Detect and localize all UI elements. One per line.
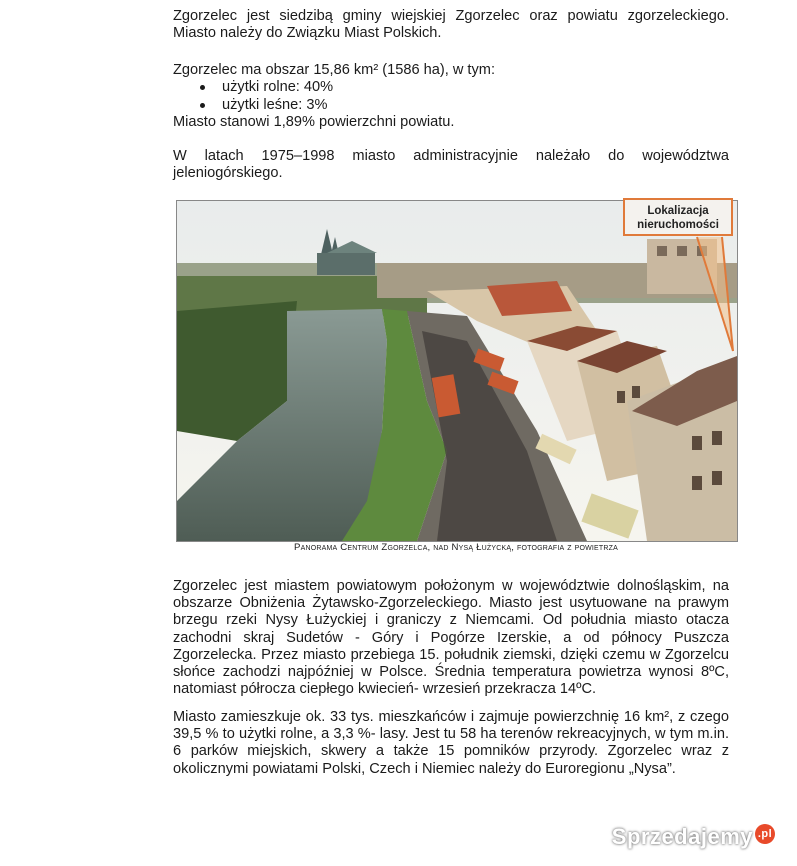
- intro-line-1: Zgorzelec jest siedzibą gminy wiejskiej Zgorzelec oraz powiatu zgorzeleckiego.: [173, 8, 729, 24]
- bullet-text: użytki rolne: 40%: [222, 79, 334, 95]
- intro-paragraph: [173, 8, 729, 42]
- location-label-line-2: nieruchomości: [637, 219, 719, 231]
- panorama-illustration: [177, 201, 737, 541]
- history-paragraph: W latach 1975–1998 miasto administracyjnie należało do województwa jeleniogórskiego.: [173, 148, 729, 182]
- body-paragraph-1: Zgorzelec jest miastem powiatowym położonym w województwie dolnośląskim, na obszarze Obniżenia Żytawsko-Zgorzeleckiego. Miasto jest usytuowane na prawym brzegu rzeki Nysy Łużyckiej i graniczy z Niemcami. Od południa miasto otacza zachodni skraj Sudetów - Góry i Pogórze Izerskie, a od północy Puszcza Zgorzelecka. Przez miasto przebiega 15. południk ziemski, dzięki czemu w Zgorzelcu słońce zachodzi najpóźniej w Polsce. Średnia temperatura powietrza wynosi 8ºC, natomiast półrocza ciepłego kwiecień- wrzesień przekracza 14ºC.: [173, 578, 729, 698]
- bullet-dot: [200, 103, 205, 108]
- watermark-tld: .pl: [755, 824, 775, 844]
- panorama-photo: [176, 200, 738, 542]
- intro-line-2: Miasto należy do Związku Miast Polskich.: [173, 25, 442, 42]
- body-paragraph-2: Miasto zamieszkuje ok. 33 tys. mieszkańców i zajmuje powierzchnię 16 km², z czego 39,5 % to użytki rolne, a 3,3 %- lasy. Jest tu 58 ha terenów rekreacyjnych, w tym m.in. 6 parków miejskich, skwery a także 15 pomników przyrody. Zgorzelec wraz z okolicznymi powiatami Polski, Czech i Niemiec należy do Euroregionu „Nysa”.: [173, 709, 729, 777]
- location-label-line-1: Lokalizacja: [647, 205, 709, 217]
- bullet-text: użytki leśne: 3%: [222, 97, 328, 113]
- watermark-brand: Sprzedajemy: [611, 824, 753, 849]
- watermark: [612, 824, 775, 850]
- photo-caption: Panorama Centrum Zgorzelca, nad Nysą Łużycką, fotografia z powietrza: [294, 542, 618, 553]
- bullet-dot: [200, 85, 205, 90]
- location-label: [623, 198, 733, 236]
- area-summary: Miasto stanowi 1,89% powierzchni powiatu.: [173, 114, 455, 130]
- area-heading: Zgorzelec ma obszar 15,86 km² (1586 ha), w tym:: [173, 62, 495, 78]
